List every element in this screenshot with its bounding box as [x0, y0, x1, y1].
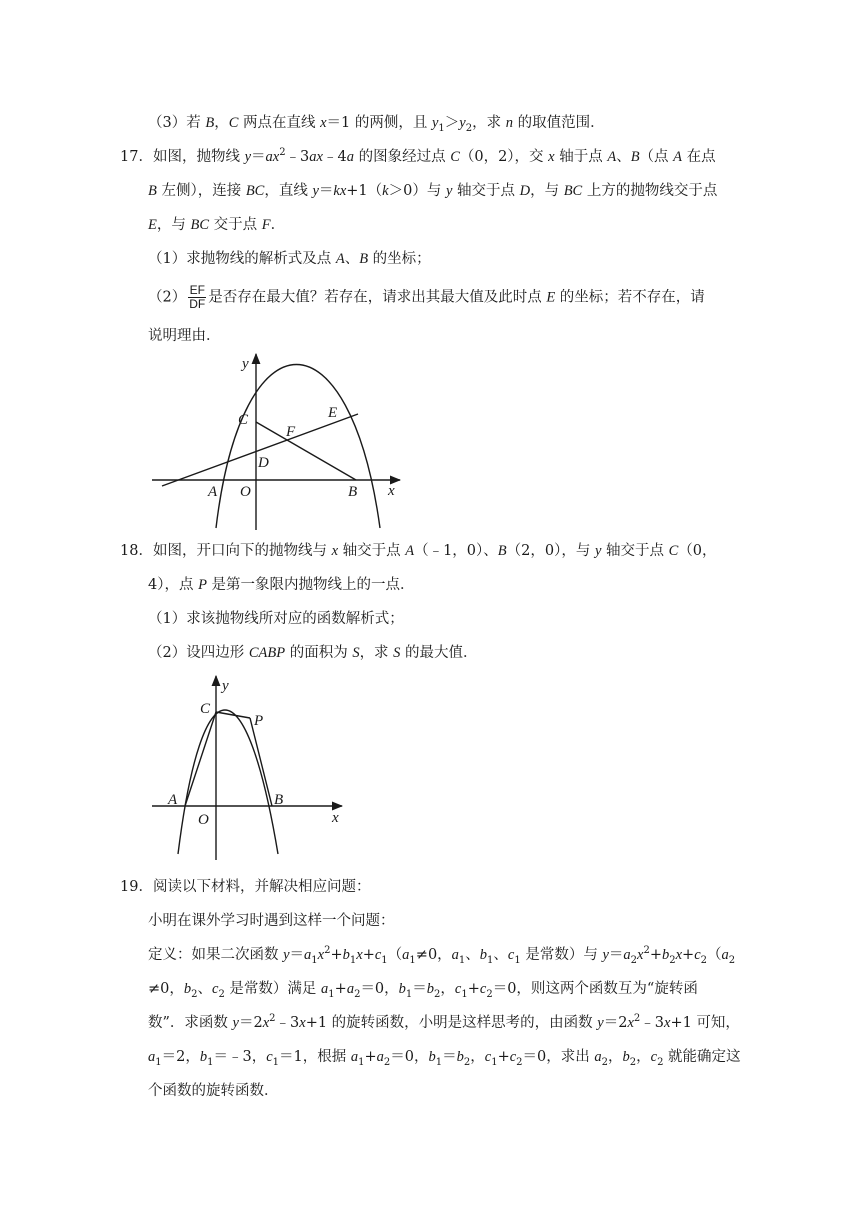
label-D: D	[258, 455, 269, 471]
q18-part2: （2）设四边形 CABP 的面积为 S，求 S 的最大值．	[148, 645, 478, 661]
label-B: B	[274, 792, 284, 808]
line-CA	[185, 712, 216, 806]
q17-part1: （1）求抛物线的解析式及点 A、B 的坐标；	[148, 251, 431, 267]
q19-definition-1: 定义：如果二次函数 $y=a_1x^2+b_1x+c_1(a_1\ne 0$，$a_1$、$b_1$、$c_1$ 是常数）与 $y=a_2x^2+b_2x+c_2(a_2$	[148, 945, 736, 966]
q18-figure	[150, 672, 350, 864]
label-y: y	[242, 356, 249, 372]
q19-definition-2: ≠0，$b_2$、$c_2$ 是常数）满足 $a_1+a_2=0$，$b_1=b_2$，$c_1+c_2=0$，则这两个函数互为“旋转函	[148, 981, 698, 1000]
label-y: y	[222, 678, 229, 694]
label-x: x	[388, 483, 395, 499]
q17-line-2: B 左侧），连接 BC，直线 y＝kx+1（k＞0）与 y 轴交于点 D，与 BC 上方的抛物线交于点	[148, 183, 718, 199]
q16-part3-line: （3）若 B，C 两点在直线 x＝1 的两侧，且 $y_1>y_2$，求 n 的取值范围．	[148, 115, 605, 134]
label-C: C	[238, 412, 249, 428]
q17-part2-cont: 说明理由．	[148, 328, 221, 344]
q17-line-1: 17．如图，抛物线 $y=ax^2﹣3ax﹣4a$ 的图象经过点 C（0，2），交 x 轴于点 A、B（点 A 在点	[120, 147, 716, 165]
q18-line-2: 4），点 P 是第一象限内抛物线上的一点．	[148, 577, 415, 593]
q18-line-1: 18．如图，开口向下的抛物线与 x 轴交于点 A（﹣1，0）、B（2，0），与 y 轴交于点 C（0，	[120, 543, 717, 559]
line-CB	[256, 422, 356, 480]
q18-part1: （1）求该抛物线所对应的函数解析式；	[148, 611, 404, 627]
label-A: A	[168, 792, 178, 808]
q19-line-1: 19．阅读以下材料，并解决相应问题：	[120, 879, 371, 895]
line-PB	[250, 718, 272, 806]
label-P: P	[254, 713, 264, 729]
question-number: 19．	[120, 879, 153, 895]
label-O: O	[198, 812, 209, 828]
q17-line-3: E，与 BC 交于点 F．	[148, 217, 286, 233]
q19-para-1: 小明在课外学习时遇到这样一个问题：	[148, 913, 395, 929]
label-x: x	[332, 810, 339, 826]
fraction-ef-over-df: $\frac{EF}{DF}$	[189, 283, 206, 311]
label-B: B	[348, 484, 358, 500]
question-number: 17．	[120, 149, 153, 165]
q19-definition-4: $a_1=2$，$b_1=﹣3$，$c_1=1$，根据 $a_1+a_2=0$，$b_1=b_2$，$c_1+c_2=0$，求出 $a_2$，$b_2$，$c_2$ 就能确定这	[148, 1049, 741, 1068]
label-O: O	[240, 484, 251, 500]
q19-definition-3: 数”．求函数 $y=2x^2﹣3x+1$ 的旋转函数，小明是这样思考的，由函数 $y=2x^2﹣3x+1$ 可知，	[148, 1013, 740, 1031]
q17-part2: （2） $\frac{EF}{DF}$ 是否存在最大值？若存在，请求出其最大值及此时点 E 的坐标；若不存在，请	[148, 283, 705, 311]
q19-definition-5: 个函数的旋转函数．	[148, 1083, 279, 1099]
label-F: F	[286, 424, 296, 440]
q17-figure	[150, 350, 410, 532]
label-A: A	[208, 484, 218, 500]
label-E: E	[328, 405, 338, 421]
question-number: 18．	[120, 543, 153, 559]
label-C: C	[200, 701, 211, 717]
